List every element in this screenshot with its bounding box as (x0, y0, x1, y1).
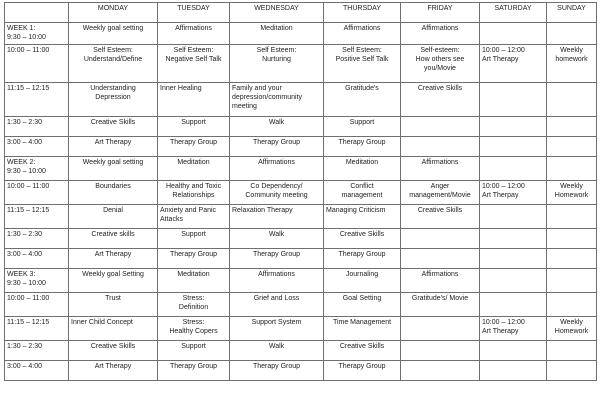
activity-cell-monday: Weekly goal setting (69, 23, 158, 45)
table-row (5, 293, 597, 317)
time-slot-cell: WEEK 2: 9:30 – 10:00 (5, 157, 69, 181)
activity-cell-wednesday: Relaxation Therapy (230, 205, 324, 229)
table-row (5, 45, 597, 83)
activity-cell-thursday: Therapy Group (324, 137, 401, 157)
activity-cell-sunday (547, 293, 597, 317)
activity-cell-wednesday: Affirmations (230, 157, 324, 181)
activity-cell-monday: Inner Child Concept (69, 317, 158, 341)
time-slot-cell: 3:00 – 4:00 (5, 249, 69, 269)
activity-cell-monday: Trust (69, 293, 158, 317)
activity-cell-monday: Art Therapy (69, 137, 158, 157)
activity-cell-saturday (480, 137, 547, 157)
table-row (5, 117, 597, 137)
activity-cell-sunday (547, 83, 597, 117)
activity-cell-saturday (480, 205, 547, 229)
activity-cell-tuesday: Self Esteem: Negative Self Talk (158, 45, 230, 83)
activity-cell-saturday (480, 269, 547, 293)
activity-cell-wednesday: Walk (230, 341, 324, 361)
activity-cell-saturday (480, 361, 547, 381)
time-header (5, 3, 69, 23)
time-slot-cell: 3:00 – 4:00 (5, 361, 69, 381)
activity-cell-sunday (547, 23, 597, 45)
table-row (5, 269, 597, 293)
activity-cell-monday: Creative skills (69, 229, 158, 249)
activity-cell-thursday: Journaling (324, 269, 401, 293)
day-header-tuesday: TUESDAY (158, 3, 230, 23)
time-slot-cell: WEEK 1: 9:30 – 10:00 (5, 23, 69, 45)
activity-cell-friday (401, 137, 480, 157)
activity-cell-saturday (480, 23, 547, 45)
day-header-friday: FRIDAY (401, 3, 480, 23)
activity-cell-friday (401, 361, 480, 381)
activity-cell-tuesday: Meditation (158, 269, 230, 293)
schedule-table (4, 2, 597, 381)
activity-cell-sunday (547, 205, 597, 229)
table-row (5, 341, 597, 361)
activity-cell-sunday (547, 117, 597, 137)
activity-cell-wednesday: Walk (230, 117, 324, 137)
activity-cell-sunday (547, 361, 597, 381)
time-slot-cell: 10:00 – 11:00 (5, 45, 69, 83)
activity-cell-thursday: Creative Skills (324, 341, 401, 361)
table-row (5, 23, 597, 45)
activity-cell-thursday: Creative Skills (324, 229, 401, 249)
activity-cell-thursday: Support (324, 117, 401, 137)
header-row (5, 3, 597, 23)
activity-cell-saturday (480, 117, 547, 137)
time-slot-cell: 10:00 – 11:00 (5, 293, 69, 317)
activity-cell-saturday: 10:00 – 12:00 Art Therapy (480, 317, 547, 341)
time-slot-cell: 3:00 – 4:00 (5, 137, 69, 157)
activity-cell-wednesday: Co Dependency/ Community meeting (230, 181, 324, 205)
activity-cell-friday (401, 317, 480, 341)
activity-cell-monday: Understanding Depression (69, 83, 158, 117)
activity-cell-monday: Weekly goal setting (69, 157, 158, 181)
activity-cell-tuesday: Healthy and Toxic Relationships (158, 181, 230, 205)
activity-cell-wednesday: Therapy Group (230, 361, 324, 381)
activity-cell-tuesday: Support (158, 117, 230, 137)
activity-cell-tuesday: Support (158, 229, 230, 249)
activity-cell-wednesday: Walk (230, 229, 324, 249)
day-header-monday: MONDAY (69, 3, 158, 23)
activity-cell-thursday: Affirmations (324, 23, 401, 45)
activity-cell-monday: Creative Skills (69, 341, 158, 361)
table-row (5, 229, 597, 249)
activity-cell-friday: Gratitude's/ Movie (401, 293, 480, 317)
activity-cell-thursday: Gratitude's (324, 83, 401, 117)
day-header-sunday: SUNDAY (547, 3, 597, 23)
activity-cell-monday: Creative Skills (69, 117, 158, 137)
day-header-saturday: SATURDAY (480, 3, 547, 23)
activity-cell-friday (401, 117, 480, 137)
activity-cell-tuesday: Stress: Healthy Copers (158, 317, 230, 341)
activity-cell-wednesday: Therapy Group (230, 137, 324, 157)
activity-cell-wednesday: Meditation (230, 23, 324, 45)
activity-cell-sunday (547, 229, 597, 249)
activity-cell-tuesday: Anxiety and Panic Attacks (158, 205, 230, 229)
activity-cell-wednesday: Support System (230, 317, 324, 341)
activity-cell-wednesday: Grief and Loss (230, 293, 324, 317)
activity-cell-monday: Boundaries (69, 181, 158, 205)
activity-cell-sunday (547, 269, 597, 293)
activity-cell-thursday: Managing Criticism (324, 205, 401, 229)
activity-cell-saturday (480, 249, 547, 269)
activity-cell-saturday (480, 229, 547, 249)
table-row (5, 205, 597, 229)
activity-cell-tuesday: Affirmations (158, 23, 230, 45)
activity-cell-thursday: Goal Setting (324, 293, 401, 317)
activity-cell-friday: Creative Skills (401, 83, 480, 117)
time-slot-cell: 11:15 – 12:15 (5, 205, 69, 229)
activity-cell-monday: Denial (69, 205, 158, 229)
activity-cell-sunday: Weekly homework (547, 45, 597, 83)
activity-cell-friday: Affirmations (401, 157, 480, 181)
activity-cell-saturday (480, 157, 547, 181)
activity-cell-wednesday: Family and your depression/community meeting (230, 83, 324, 117)
table-row (5, 83, 597, 117)
activity-cell-thursday: Self Esteem: Positive Self Talk (324, 45, 401, 83)
table-row (5, 157, 597, 181)
activity-cell-monday: Weekly goal Setting (69, 269, 158, 293)
table-row (5, 181, 597, 205)
time-slot-cell: 11:15 – 12:15 (5, 83, 69, 117)
table-row (5, 249, 597, 269)
activity-cell-tuesday: Inner Healing (158, 83, 230, 117)
time-slot-cell: WEEK 3: 9:30 – 10:00 (5, 269, 69, 293)
schedule-body (5, 23, 597, 381)
activity-cell-tuesday: Stress: Definition (158, 293, 230, 317)
activity-cell-friday: Creative Skills (401, 205, 480, 229)
activity-cell-sunday (547, 249, 597, 269)
activity-cell-friday (401, 249, 480, 269)
activity-cell-friday: Self-esteem: How others see you/Movie (401, 45, 480, 83)
time-slot-cell: 1:30 – 2:30 (5, 341, 69, 361)
table-row (5, 317, 597, 341)
time-slot-cell: 10:00 – 11:00 (5, 181, 69, 205)
activity-cell-friday (401, 341, 480, 361)
activity-cell-saturday: 10:00 – 12:00 Art Therpay (480, 181, 547, 205)
activity-cell-sunday (547, 137, 597, 157)
activity-cell-saturday (480, 341, 547, 361)
activity-cell-monday: Art Therapy (69, 249, 158, 269)
day-header-thursday: THURSDAY (324, 3, 401, 23)
activity-cell-tuesday: Therapy Group (158, 249, 230, 269)
activity-cell-wednesday: Self Esteem: Nurturing (230, 45, 324, 83)
activity-cell-tuesday: Therapy Group (158, 361, 230, 381)
table-row (5, 137, 597, 157)
activity-cell-monday: Art Therapy (69, 361, 158, 381)
table-row (5, 361, 597, 381)
activity-cell-thursday: Meditation (324, 157, 401, 181)
activity-cell-tuesday: Support (158, 341, 230, 361)
activity-cell-wednesday: Affirmations (230, 269, 324, 293)
activity-cell-sunday: Weekly Homework (547, 317, 597, 341)
activity-cell-sunday (547, 157, 597, 181)
activity-cell-friday: Affirmations (401, 23, 480, 45)
day-header-wednesday: WEDNESDAY (230, 3, 324, 23)
activity-cell-friday: Affirmations (401, 269, 480, 293)
activity-cell-tuesday: Meditation (158, 157, 230, 181)
activity-cell-sunday: Weekly Homework (547, 181, 597, 205)
activity-cell-thursday: Conflict management (324, 181, 401, 205)
activity-cell-saturday (480, 293, 547, 317)
time-slot-cell: 1:30 – 2:30 (5, 229, 69, 249)
activity-cell-thursday: Therapy Group (324, 361, 401, 381)
activity-cell-friday: Anger management/Movie (401, 181, 480, 205)
activity-cell-wednesday: Therapy Group (230, 249, 324, 269)
activity-cell-saturday (480, 83, 547, 117)
activity-cell-thursday: Time Management (324, 317, 401, 341)
time-slot-cell: 1:30 – 2:30 (5, 117, 69, 137)
activity-cell-monday: Self Esteem: Understand/Define (69, 45, 158, 83)
activity-cell-tuesday: Therapy Group (158, 137, 230, 157)
activity-cell-friday (401, 229, 480, 249)
activity-cell-thursday: Therapy Group (324, 249, 401, 269)
activity-cell-sunday (547, 341, 597, 361)
activity-cell-saturday: 10:00 – 12:00 Art Therapy (480, 45, 547, 83)
time-slot-cell: 11:15 – 12:15 (5, 317, 69, 341)
